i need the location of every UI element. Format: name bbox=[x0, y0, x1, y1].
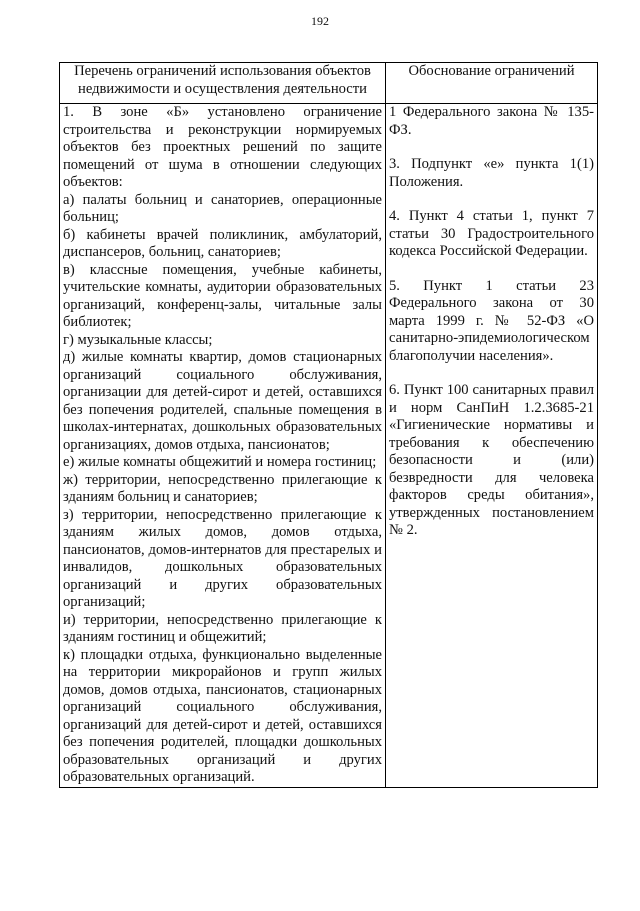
table-row bbox=[60, 104, 598, 788]
restriction-item: а) палаты больниц и санаториев, операционные больниц; bbox=[63, 191, 382, 225]
restriction-item: г) музыкальные классы; bbox=[63, 331, 213, 348]
restriction-item: к) площадки отдыха, функционально выделенные на территории микрорайонов и групп жилых домов, домов отдыха, пансионатов, стационарных организаций социального обслуживания, организаций для детей-сирот и детей, оставшихся без попечения родителей, площадки дошкольных образовательных организаций и других образовательных организаций. bbox=[63, 646, 382, 785]
restriction-item: е) жилые комнаты общежитий и номера гостиниц; bbox=[63, 454, 377, 470]
restriction-item: и) территории, непосредственно прилегающие к зданиям гостиниц и общежитий; bbox=[63, 611, 382, 645]
justification-cell bbox=[386, 104, 598, 788]
table-header-row bbox=[60, 63, 598, 104]
restriction-item: з) территории, непосредственно прилегающие к зданиям жилых домов, домов отдыха, пансионатов, домов-интернатов для престарелых и инвалидов, дошкольных образовательных организаций и других образовательных организаций; bbox=[63, 506, 382, 610]
restriction-item: в) классные помещения, учебные кабинеты, учительские комнаты, аудитории образовательных организаций, конференц-залы, читальные залы библиотек; bbox=[63, 261, 382, 330]
justification-item: 5. Пункт 1 статьи 23 Федерального закона от 30 марта 1999 г. № 52-ФЗ «О санитарно-эпидемиологическом благополучии населения». bbox=[389, 277, 594, 364]
page-number: 192 bbox=[311, 14, 329, 28]
justification-item: 3. Подпункт «е» пункта 1(1) Положения. bbox=[389, 156, 594, 190]
justification-item: 4. Пункт 4 статьи 1, пункт 7 статьи 30 Градостроительного кодекса Российской Федерации. bbox=[389, 208, 594, 259]
restriction-item: ж) территории, непосредственно прилегающие к зданиям больниц и санаториев; bbox=[63, 471, 382, 505]
restrictions-cell bbox=[60, 104, 386, 788]
header-justification: Обоснование ограничений bbox=[386, 63, 598, 104]
restriction-item: д) жилые комнаты квартир, домов стационарных организаций социального обслуживания, организации для детей-сирот и детей, оставшихся без попечения родителей, спальные помещения в школах-интернатах, дошкольных образовательных организациях, домов отдыха, пансионатов; bbox=[63, 349, 382, 453]
justification-item: 1 Федерального закона № 135-ФЗ. bbox=[389, 104, 594, 138]
restriction-item: б) кабинеты врачей поликлиник, амбулаторий, диспансеров, больниц, санаториев; bbox=[63, 226, 382, 260]
restrictions-table bbox=[59, 62, 598, 788]
restriction-intro: 1. В зоне «Б» установлено ограничение строительства и реконструкции нормируемых объектов без проектных решений по защите помещений от шума в отношении следующих объектов: bbox=[63, 104, 382, 190]
header-restrictions: Перечень ограничений использования объектов недвижимости и осуществления деятельности bbox=[60, 63, 386, 104]
justification-item: 6. Пункт 100 санитарных правил и норм СанПиН 1.2.3685-21 «Гигиенические нормативы и требования к обеспечению безопасности и (или) безвредности для человека факторов среды обитания», утвержденных постановлением № 2. bbox=[389, 382, 594, 538]
